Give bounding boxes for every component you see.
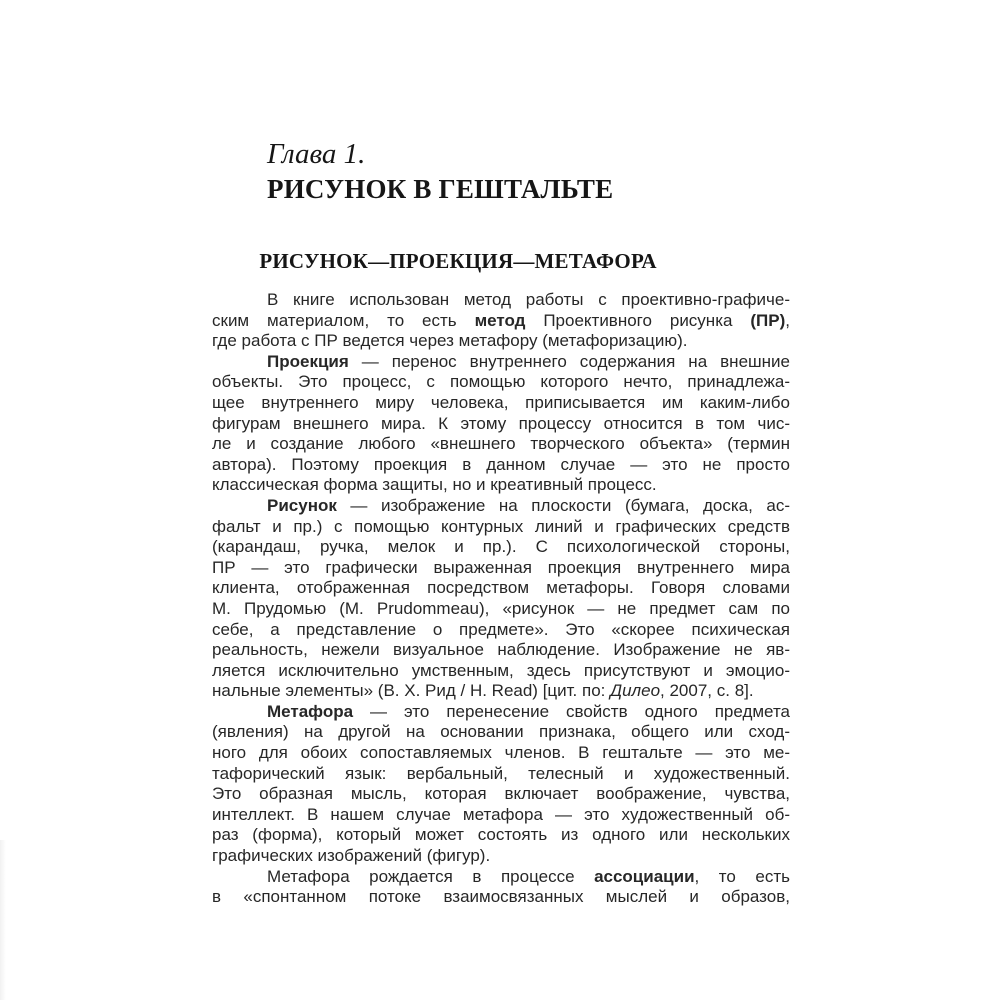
text-line — [212, 640, 790, 661]
text-run: ного для обоих сопоставляемых членов. В гештальте — это ме- — [212, 743, 790, 763]
text-line — [212, 784, 790, 805]
text-line — [212, 743, 790, 764]
text-run: нальные элементы» (В. Х. Рид / H. Read) [цит. по: — [212, 681, 611, 701]
text-line — [212, 846, 790, 867]
text-run: В книге использован метод работы с проективно-графиче- — [267, 290, 790, 309]
text-run: интеллект. В нашем случае метафора — это художественный об- — [212, 804, 790, 824]
text-run: — перенос внутреннего содержания на внешние — [348, 351, 790, 371]
text-line — [212, 537, 790, 558]
paragraph — [212, 290, 790, 352]
bold-term: Рисунок — [267, 495, 337, 515]
bold-term: (ПР) — [750, 310, 786, 330]
text-line — [212, 434, 790, 455]
text-line — [212, 290, 790, 311]
text-run: (явления) на другой на основании признака, общего или сход- — [212, 722, 790, 742]
text-line — [212, 702, 790, 723]
text-line — [212, 352, 790, 373]
text-run: себе, а представление о предмете». Это «скорее психическая — [212, 619, 790, 639]
text-line — [212, 620, 790, 641]
text-line — [212, 887, 790, 908]
text-line — [212, 517, 790, 538]
text-line — [212, 867, 790, 888]
text-run: Проективного рисунка — [525, 310, 751, 330]
text-run: автора). Поэтому проекция в данном случае — это не просто — [212, 454, 790, 474]
text-line — [212, 331, 790, 352]
text-run: тафорический язык: вербальный, телесный и художественный. — [212, 763, 790, 783]
text-line — [212, 414, 790, 435]
text-run: (карандаш, ручка, мелок и пр.). С психологической стороны, — [212, 537, 790, 557]
text-line — [212, 722, 790, 743]
text-run: фальт и пр.) с помощью контурных линий и графических средств — [212, 516, 790, 536]
text-column — [212, 0, 790, 908]
paragraph — [212, 702, 790, 867]
chapter-label: Глава 1. — [267, 138, 366, 170]
text-line — [212, 372, 790, 393]
text-line — [212, 496, 790, 517]
text-line — [212, 455, 790, 476]
text-line — [212, 558, 790, 579]
bold-term: ассоциации — [594, 866, 695, 886]
text-run: раз (форма), который может состоять из одного или нескольких — [212, 825, 790, 845]
text-line — [212, 393, 790, 414]
text-run: объекты. Это процесс, с помощью которого нечто, принадлежа- — [212, 372, 790, 392]
text-run: , то есть — [694, 866, 790, 886]
text-line — [212, 578, 790, 599]
text-run: ляется исключительно умственным, здесь присутствуют и эмоцио- — [212, 660, 790, 680]
text-line — [212, 475, 790, 496]
text-run: щее внутреннего миру человека, приписывается им каким-либо — [212, 392, 790, 412]
bold-term: Метафора — [267, 701, 354, 721]
chapter-heading-block — [267, 137, 790, 207]
text-run: — это перенесение свойств одного предмета — [353, 701, 790, 721]
scan-edge-shadow — [0, 840, 6, 1000]
text-run: фигурам внешнего мира. К этому процессу относится в том чис- — [212, 413, 790, 433]
section-title: РИСУНОК—ПРОЕКЦИЯ—МЕТАФОРА — [259, 249, 657, 273]
text-line — [212, 825, 790, 846]
bold-term: Проекция — [267, 351, 349, 371]
text-line — [212, 764, 790, 785]
text-line — [212, 805, 790, 826]
text-run: , — [785, 310, 790, 330]
text-line — [212, 599, 790, 620]
text-run: реальность, нежели визуальное наблюдение. Изображение не яв- — [212, 640, 790, 660]
text-run: графических изображений (фигур). — [212, 846, 491, 866]
text-run: классическая форма защиты, но и креативный процесс. — [212, 475, 657, 495]
text-run: где работа с ПР ведется через метафору (метафоризацию). — [212, 331, 688, 351]
text-run: М. Прудомью (M. Prudommeau), «рисунок — не предмет сам по — [212, 598, 790, 618]
text-line — [212, 661, 790, 682]
text-line — [212, 311, 790, 332]
text-run: , 2007, с. 8]. — [660, 681, 754, 701]
text-run: ле и создание любого «внешнего творческого объекта» (термин — [212, 434, 790, 454]
bold-term: метод — [474, 310, 526, 330]
text-run: клиента, отображенная посредством метафоры. Говоря словами — [212, 578, 790, 598]
text-run: Метафора рождается в процессе — [267, 866, 595, 886]
text-run: ПР — это графически выраженная проекция внутреннего мира — [212, 557, 790, 577]
italic-term: Дилео — [610, 681, 661, 701]
text-run: ским материалом, то есть — [212, 310, 475, 330]
paragraph — [212, 496, 790, 702]
chapter-title: РИСУНОК В ГЕШТАЛЬТЕ — [267, 174, 614, 204]
text-run: — изображение на плоскости (бумага, доска, ас- — [336, 495, 790, 515]
body-text — [212, 290, 790, 908]
paragraph — [212, 352, 790, 496]
text-run: в «спонтанном потоке взаимосвязанных мыслей и образов, — [212, 887, 790, 907]
paragraph — [212, 867, 790, 908]
text-run: Это образная мысль, которая включает воображение, чувства, — [212, 784, 790, 804]
text-line — [212, 681, 790, 702]
